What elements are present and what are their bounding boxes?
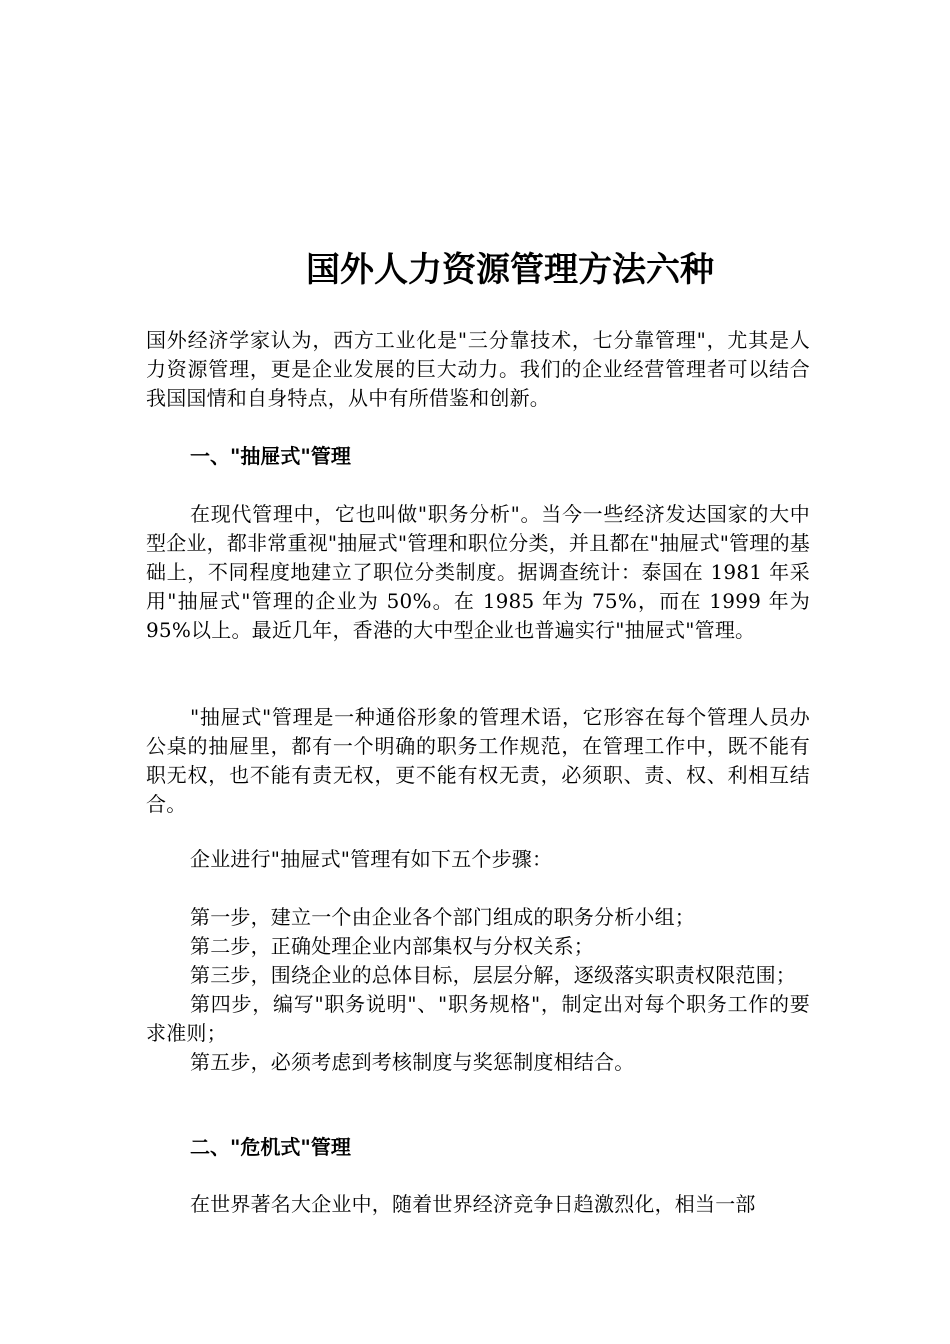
section-2-paragraph-1: 在世界著名大企业中，随着世界经济竞争日趋激烈化，相当一部 [190,1192,756,1216]
step-item: 第四步，编写"职务说明"、"职务规格"，制定出对每个职务工作的要求准则； [146,992,810,1045]
intro-paragraph: 国外经济学家认为，西方工业化是"三分靠技术，七分靠管理"，尤其是人力资源管理，更是企业发展的巨大动力。我们的企业经营管理者可以结合我国国情和自身特点，从中有所借鉴和创新。 [146,328,810,410]
section-1-heading: 一、"抽屉式"管理 [190,444,351,468]
step-item: 第一步，建立一个由企业各个部门组成的职务分析小组； [190,905,695,929]
section-1-paragraph-3: 企业进行"抽屉式"管理有如下五个步骤： [190,847,553,871]
section-2-heading: 二、"危机式"管理 [190,1135,351,1159]
section-1-paragraph-2: "抽屉式"管理是一种通俗形象的管理术语，它形容在每个管理人员办公桌的抽屉里，都有一个明确的职务工作规范，在管理工作中，既不能有职无权，也不能有责无权，更不能有权无责，必须职、责、权、利相互结合。 [146,705,810,816]
step-item: 第三步，围绕企业的总体目标，层层分解，逐级落实职责权限范围； [190,963,796,987]
steps-list [146,903,810,1077]
section-1-paragraph-1: 在现代管理中，它也叫做"职务分析"。当今一些经济发达国家的大中型企业，都非常重视"抽屉式"管理和职位分类，并且都在"抽屉式"管理的基础上，不同程度地建立了职位分类制度。据调查统计：泰国在 1981 年采用"抽屉式"管理的企业为 50%。在 1985 年为 75%，而在 1999 年为 95%以上。最近几年，香港的大中型企业也普遍实行"抽屉式"管理。 [146,502,810,642]
document-title: 国外人力资源管理方法六种 [306,250,714,290]
step-item: 第五步，必须考虑到考核制度与奖惩制度相结合。 [190,1050,635,1074]
step-item: 第二步，正确处理企业内部集权与分权关系； [190,934,594,958]
